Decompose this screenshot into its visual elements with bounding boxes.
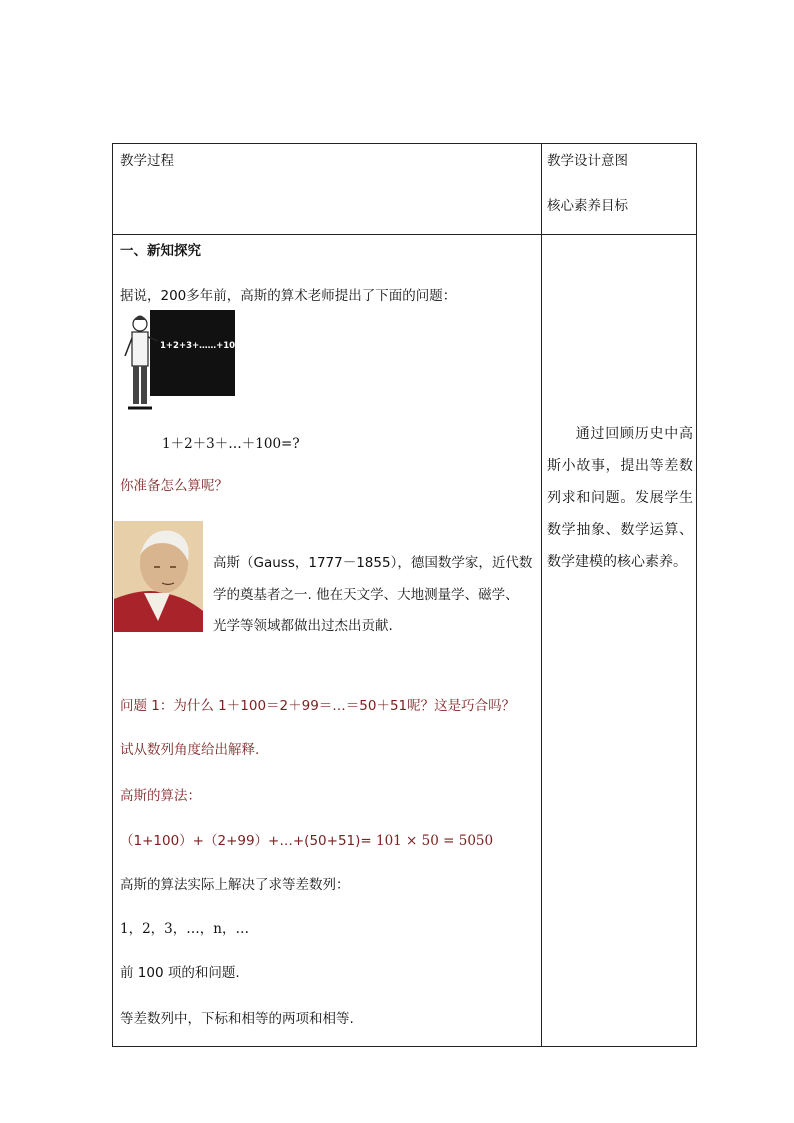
column-divider xyxy=(541,144,542,1046)
gauss-method-label: 高斯的算法： xyxy=(120,788,201,804)
gauss-portrait-image xyxy=(114,521,203,632)
arithmetic-sequence: 1，2，3，…，n，… xyxy=(120,921,249,937)
formula-result: 101 × 50 = 5050 xyxy=(371,833,494,849)
header-design-intent: 教学设计意图 xyxy=(547,153,628,169)
gauss-bio-line-2: 学的奠基者之一. 他在天文学、大地测量学、磁学、 xyxy=(213,587,519,603)
design-intent-text xyxy=(547,418,693,578)
question-1-subtext: 试从数列角度给出解释. xyxy=(120,742,260,758)
gauss-bio-line-1: 高斯（Gauss，1777－1855），德国数学家，近代数 xyxy=(213,555,533,571)
section-title: 一、新知探究 xyxy=(120,243,201,259)
formula-left: （1+100）+（2+99）+…+(50+51)= xyxy=(120,833,372,849)
sum-description: 前 100 项的和问题. xyxy=(120,965,240,981)
question-how-to-compute: 你准备怎么算呢？ xyxy=(120,478,228,494)
teacher-blackboard-image xyxy=(120,310,254,414)
blackboard-text: 1+2+3+……+100=? xyxy=(160,341,254,351)
gauss-formula xyxy=(120,832,493,850)
problem-expression: 1＋2＋3＋…＋100=? xyxy=(162,436,300,452)
header-teaching-process: 教学过程 xyxy=(120,153,174,169)
lesson-table xyxy=(112,143,697,1047)
question-1: 问题 1：为什么 1＋100＝2＋99＝…＝50＋51呢？这是巧合吗？ xyxy=(120,698,516,714)
gauss-bio-line-3: 光学等领域都做出过杰出贡献. xyxy=(213,618,393,634)
method-description: 高斯的算法实际上解决了求等差数列： xyxy=(120,877,350,893)
intro-text: 据说，200多年前，高斯的算术老师提出了下面的问题： xyxy=(120,288,457,304)
header-divider xyxy=(113,234,696,235)
sequence-property: 等差数列中，下标和相等的两项和相等. xyxy=(120,1011,354,1027)
header-core-literacy: 核心素养目标 xyxy=(547,198,628,214)
design-intent-body: 通过回顾历史中高斯小故事，提出等差数列求和问题。发展学生数学抽象、数学运算、数学建模的核心素养。 xyxy=(547,426,693,570)
